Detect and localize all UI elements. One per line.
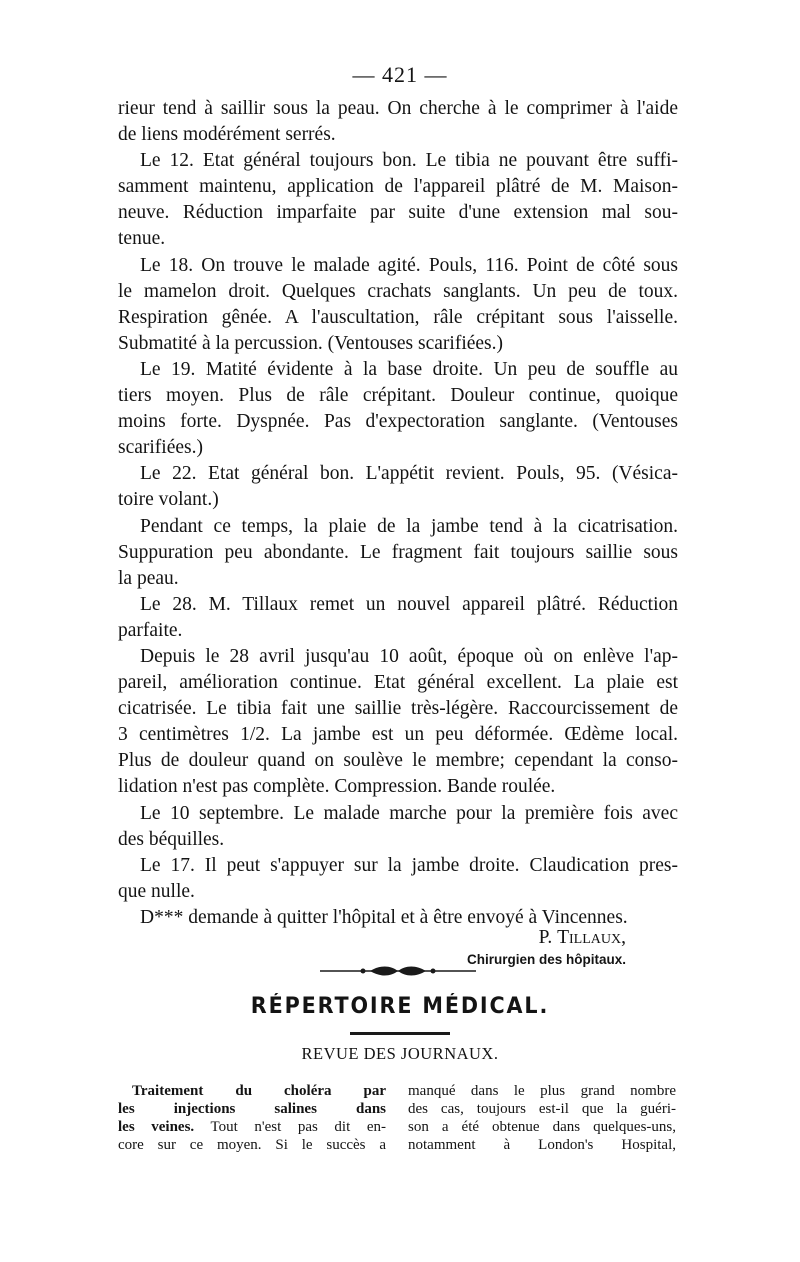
body-line: le mamelon droit. Quelques crachats sanglants. Un peu de toux. <box>118 280 678 302</box>
signature-initial: P. <box>538 927 558 948</box>
article-title-line: les injections salines dans <box>118 1101 386 1117</box>
body-line: tiers moyen. Plus de râle crépitant. Douleur continue, quoique <box>118 385 678 407</box>
heading-rule <box>350 1032 450 1035</box>
body-line: D*** demande à quitter l'hôpital et à être envoyé à Vincennes. <box>140 906 628 928</box>
body-line: Pendant ce temps, la plaie de la jambe tend à la cicatrisation. <box>140 515 678 537</box>
column-line: des cas, toujours est-il que la guéri- <box>408 1101 676 1117</box>
author-title: Chirurgien des hôpitaux. <box>466 952 626 967</box>
page-number: — 421 — <box>352 62 448 87</box>
body-line: rieur tend à saillir sous la peau. On cherche à le comprimer à l'aide <box>118 98 678 119</box>
body-line: de liens modérément serrés. <box>118 124 336 146</box>
column-line: son a été obtenue dans quelques-uns, <box>408 1119 676 1135</box>
column-line: core sur ce moyen. Si le succès a <box>118 1137 386 1153</box>
body-line: cicatrisée. Le tibia fait une saillie très-légère. Raccourcissement de <box>118 698 678 720</box>
body-line: scarifiées.) <box>118 437 203 459</box>
author-signature <box>118 926 626 950</box>
body-line: pareil, amélioration continue. Etat général excellent. La plaie est <box>118 672 678 694</box>
subheading: REVUE DES JOURNAUX. <box>301 1044 499 1063</box>
body-line: 3 centimètres 1/2. La jambe est un peu déformée. Œdème local. <box>118 724 678 746</box>
body-line: Le 17. Il peut s'appuyer sur la jambe droite. Claudication pres- <box>140 854 678 876</box>
signature-name: Tillaux, <box>557 927 626 948</box>
body-line: Plus de douleur quand on soulève le membre; cependant la conso- <box>118 750 678 772</box>
body-line: Respiration gênée. A l'auscultation, râle crépitant sous l'aisselle. <box>118 306 678 328</box>
body-line: lidation n'est pas complète. Compression. Bande roulée. <box>118 776 556 798</box>
case-report-body <box>118 96 678 931</box>
body-line: neuve. Réduction imparfaite par suite d'une extension mal sou- <box>118 202 678 224</box>
body-line: toire volant.) <box>118 489 219 511</box>
body-line: la peau. <box>118 567 179 589</box>
section-heading: RÉPERTOIRE MÉDICAL. <box>250 994 550 1019</box>
body-line: tenue. <box>118 228 166 250</box>
left-column <box>118 1082 386 1154</box>
column-line: manqué dans le plus grand nombre <box>408 1083 676 1099</box>
body-line: parfaite. <box>118 619 183 641</box>
body-line: Le 18. On trouve le malade agité. Pouls, 116. Point de côté sous <box>140 254 678 276</box>
body-line: Le 12. Etat général toujours bon. Le tibia ne pouvant être suffi- <box>140 150 678 172</box>
body-line: Submatité à la percussion. (Ventouses scarifiées.) <box>118 332 504 354</box>
column-line <box>118 1118 386 1136</box>
body-line: Le 19. Matité évidente à la base droite. Un peu de souffle au <box>140 358 678 380</box>
body-line: Le 28. M. Tillaux remet un nouvel appareil plâtré. Réduction <box>140 593 678 615</box>
body-line: Depuis le 28 avril jusqu'au 10 août, époque où on enlève l'ap- <box>140 645 678 667</box>
body-line: que nulle. <box>118 880 195 902</box>
column-text: Tout n'est pas dit en- <box>194 1119 386 1135</box>
body-line: moins forte. Dyspnée. Pas d'expectoration sanglante. (Ventouses <box>118 411 678 433</box>
article-title-end: les veines. <box>118 1119 195 1135</box>
right-column <box>408 1082 676 1154</box>
column-line: notamment à London's Hospital, <box>408 1137 676 1153</box>
body-line: Le 10 septembre. Le malade marche pour la première fois avec <box>140 802 678 824</box>
body-line: des béquilles. <box>118 828 225 850</box>
body-line: Le 22. Etat général bon. L'appétit revient. Pouls, 95. (Vésica- <box>140 463 678 485</box>
ornamental-divider <box>318 965 478 977</box>
article-title-line: Traitement du choléra par <box>132 1083 386 1099</box>
body-line: samment maintenu, application de l'appareil plâtré de M. Maison- <box>118 176 678 198</box>
body-line: Suppuration peu abondante. Le fragment fait toujours saillie sous <box>118 541 678 563</box>
